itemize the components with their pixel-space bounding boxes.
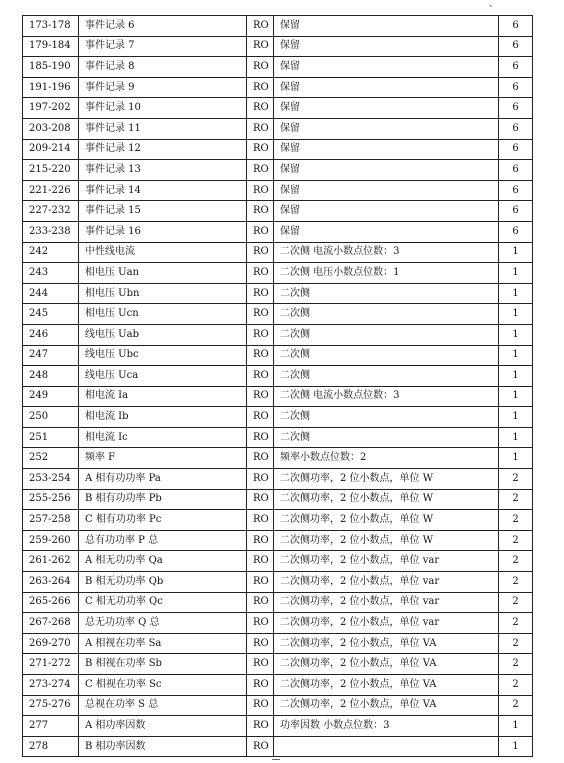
description-cell: 功率因数 小数点位数：3 xyxy=(274,716,499,737)
table-row xyxy=(23,77,533,98)
parameter-name-cell: 线电压 Uab xyxy=(79,324,247,345)
parameter-name-cell: 线电压 Uca xyxy=(79,366,247,387)
table-row xyxy=(23,16,533,37)
access-mode-cell: RO xyxy=(247,345,274,366)
register-count-cell: 6 xyxy=(499,201,533,222)
parameter-name-cell: A 相功率因数 xyxy=(79,716,247,737)
register-count-cell: 1 xyxy=(499,304,533,325)
register-address-cell: 255-256 xyxy=(23,489,79,510)
register-count-cell: 2 xyxy=(499,469,533,490)
register-address-cell: 263-264 xyxy=(23,572,79,593)
register-count-cell: 1 xyxy=(499,386,533,407)
description-cell: 二次侧 电流小数点位数：3 xyxy=(274,386,499,407)
parameter-name-cell: 事件记录 8 xyxy=(79,57,247,78)
access-mode-cell: RO xyxy=(247,180,274,201)
description-cell: 二次侧 xyxy=(274,366,499,387)
parameter-name-cell: C 相视在功率 Sc xyxy=(79,675,247,696)
register-count-cell: 6 xyxy=(499,36,533,57)
access-mode-cell: RO xyxy=(247,654,274,675)
access-mode-cell: RO xyxy=(247,633,274,654)
register-count-cell: 1 xyxy=(499,263,533,284)
parameter-name-cell: 事件记录 10 xyxy=(79,98,247,119)
register-address-cell: 243 xyxy=(23,263,79,284)
table-row xyxy=(23,530,533,551)
parameter-name-cell: 总视在功率 S 总 xyxy=(79,695,247,716)
register-count-cell: 6 xyxy=(499,16,533,37)
description-cell xyxy=(274,736,499,757)
access-mode-cell: RO xyxy=(247,407,274,428)
access-mode-cell: RO xyxy=(247,98,274,119)
register-address-cell: 245 xyxy=(23,304,79,325)
description-cell: 二次侧功率，2 位小数点，单位 var xyxy=(274,572,499,593)
table-row xyxy=(23,221,533,242)
register-count-cell: 2 xyxy=(499,695,533,716)
table-row xyxy=(23,242,533,263)
register-address-cell: 227-232 xyxy=(23,201,79,222)
register-address-cell: 265-266 xyxy=(23,592,79,613)
parameter-name-cell: B 相功率因数 xyxy=(79,736,247,757)
access-mode-cell: RO xyxy=(247,386,274,407)
access-mode-cell: RO xyxy=(247,16,274,37)
register-count-cell: 2 xyxy=(499,633,533,654)
description-cell: 保留 xyxy=(274,98,499,119)
description-cell: 保留 xyxy=(274,221,499,242)
register-address-cell: 248 xyxy=(23,366,79,387)
description-cell: 保留 xyxy=(274,77,499,98)
access-mode-cell: RO xyxy=(247,551,274,572)
access-mode-cell: RO xyxy=(247,36,274,57)
parameter-name-cell: 事件记录 11 xyxy=(79,118,247,139)
description-cell: 二次侧 电压小数点位数：1 xyxy=(274,263,499,284)
register-address-cell: 252 xyxy=(23,448,79,469)
table-row xyxy=(23,654,533,675)
table-row xyxy=(23,180,533,201)
description-cell: 保留 xyxy=(274,118,499,139)
register-count-cell: 1 xyxy=(499,736,533,757)
parameter-name-cell: 事件记录 15 xyxy=(79,201,247,222)
description-cell: 保留 xyxy=(274,57,499,78)
parameter-name-cell: 事件记录 14 xyxy=(79,180,247,201)
register-address-cell: 179-184 xyxy=(23,36,79,57)
register-address-cell: 247 xyxy=(23,345,79,366)
description-cell: 二次侧 xyxy=(274,324,499,345)
description-cell: 二次侧功率，2 位小数点，单位 VA xyxy=(274,654,499,675)
parameter-name-cell: A 相无功功率 Qa xyxy=(79,551,247,572)
parameter-name-cell: 事件记录 12 xyxy=(79,139,247,160)
parameter-name-cell: 总有功功率 P 总 xyxy=(79,530,247,551)
table-row xyxy=(23,592,533,613)
access-mode-cell: RO xyxy=(247,324,274,345)
parameter-name-cell: 事件记录 16 xyxy=(79,221,247,242)
description-cell: 二次侧功率，2 位小数点，单位 var xyxy=(274,551,499,572)
description-cell: 保留 xyxy=(274,160,499,181)
register-address-cell: 221-226 xyxy=(23,180,79,201)
register-count-cell: 1 xyxy=(499,448,533,469)
access-mode-cell: RO xyxy=(247,77,274,98)
table-row xyxy=(23,118,533,139)
access-mode-cell: RO xyxy=(247,592,274,613)
description-cell: 二次侧功率，2 位小数点，单位 var xyxy=(274,613,499,634)
description-cell: 二次侧功率，2 位小数点，单位 W xyxy=(274,530,499,551)
register-count-cell: 2 xyxy=(499,654,533,675)
register-count-cell: 6 xyxy=(499,98,533,119)
parameter-name-cell: 相电压 Uan xyxy=(79,263,247,284)
register-count-cell: 2 xyxy=(499,613,533,634)
page-bottom-mark xyxy=(272,759,280,760)
description-cell: 二次侧 xyxy=(274,407,499,428)
table-row xyxy=(23,283,533,304)
parameter-name-cell: B 相无功功率 Qb xyxy=(79,572,247,593)
table-row xyxy=(23,139,533,160)
register-count-cell: 1 xyxy=(499,283,533,304)
parameter-name-cell: 相电压 Ucn xyxy=(79,304,247,325)
register-address-cell: 191-196 xyxy=(23,77,79,98)
register-count-cell: 1 xyxy=(499,324,533,345)
access-mode-cell: RO xyxy=(247,57,274,78)
register-address-cell: 233-238 xyxy=(23,221,79,242)
table-row xyxy=(23,736,533,757)
register-address-cell: 259-260 xyxy=(23,530,79,551)
description-cell: 二次侧功率，2 位小数点，单位 W xyxy=(274,489,499,510)
table-row xyxy=(23,716,533,737)
access-mode-cell: RO xyxy=(247,530,274,551)
access-mode-cell: RO xyxy=(247,304,274,325)
parameter-name-cell: A 相有功功率 Pa xyxy=(79,469,247,490)
table-row xyxy=(23,551,533,572)
parameter-name-cell: 相电压 Ubn xyxy=(79,283,247,304)
parameter-name-cell: 事件记录 7 xyxy=(79,36,247,57)
table-row xyxy=(23,366,533,387)
access-mode-cell: RO xyxy=(247,221,274,242)
table-row xyxy=(23,510,533,531)
register-table xyxy=(22,15,533,757)
register-table-body xyxy=(23,16,533,757)
parameter-name-cell: 事件记录 9 xyxy=(79,77,247,98)
description-cell: 二次侧功率，2 位小数点，单位 VA xyxy=(274,675,499,696)
access-mode-cell: RO xyxy=(247,572,274,593)
register-address-cell: 215-220 xyxy=(23,160,79,181)
register-address-cell: 244 xyxy=(23,283,79,304)
description-cell: 保留 xyxy=(274,139,499,160)
register-address-cell: 253-254 xyxy=(23,469,79,490)
register-address-cell: 275-276 xyxy=(23,695,79,716)
access-mode-cell: RO xyxy=(247,510,274,531)
description-cell: 二次侧功率，2 位小数点，单位 var xyxy=(274,592,499,613)
table-row xyxy=(23,57,533,78)
register-address-cell: 273-274 xyxy=(23,675,79,696)
access-mode-cell: RO xyxy=(247,242,274,263)
description-cell: 二次侧 xyxy=(274,427,499,448)
description-cell: 频率小数点位数：2 xyxy=(274,448,499,469)
register-address-cell: 261-262 xyxy=(23,551,79,572)
register-address-cell: 267-268 xyxy=(23,613,79,634)
table-row xyxy=(23,407,533,428)
register-count-cell: 6 xyxy=(499,221,533,242)
register-count-cell: 1 xyxy=(499,242,533,263)
table-row xyxy=(23,613,533,634)
register-address-cell: 251 xyxy=(23,427,79,448)
table-row xyxy=(23,633,533,654)
table-row xyxy=(23,263,533,284)
access-mode-cell: RO xyxy=(247,448,274,469)
register-count-cell: 6 xyxy=(499,118,533,139)
register-address-cell: 246 xyxy=(23,324,79,345)
register-address-cell: 173-178 xyxy=(23,16,79,37)
description-cell: 保留 xyxy=(274,36,499,57)
parameter-name-cell: 相电流 Ia xyxy=(79,386,247,407)
description-cell: 保留 xyxy=(274,180,499,201)
description-cell: 二次侧功率，2 位小数点，单位 VA xyxy=(274,633,499,654)
register-count-cell: 2 xyxy=(499,510,533,531)
parameter-name-cell: 中性线电流 xyxy=(79,242,247,263)
register-address-cell: 257-258 xyxy=(23,510,79,531)
parameter-name-cell: B 相视在功率 Sb xyxy=(79,654,247,675)
register-address-cell: 242 xyxy=(23,242,79,263)
register-count-cell: 2 xyxy=(499,572,533,593)
register-address-cell: 249 xyxy=(23,386,79,407)
description-cell: 保留 xyxy=(274,16,499,37)
access-mode-cell: RO xyxy=(247,283,274,304)
register-address-cell: 278 xyxy=(23,736,79,757)
register-address-cell: 277 xyxy=(23,716,79,737)
register-count-cell: 6 xyxy=(499,57,533,78)
access-mode-cell: RO xyxy=(247,736,274,757)
table-row xyxy=(23,324,533,345)
register-address-cell: 269-270 xyxy=(23,633,79,654)
register-address-cell: 250 xyxy=(23,407,79,428)
parameter-name-cell: 事件记录 6 xyxy=(79,16,247,37)
register-count-cell: 1 xyxy=(499,427,533,448)
parameter-name-cell: B 相有功功率 Pb xyxy=(79,489,247,510)
parameter-name-cell: 频率 F xyxy=(79,448,247,469)
description-cell: 二次侧 xyxy=(274,304,499,325)
description-cell: 二次侧功率，2 位小数点，单位 W xyxy=(274,469,499,490)
register-count-cell: 1 xyxy=(499,366,533,387)
table-row xyxy=(23,695,533,716)
table-row xyxy=(23,98,533,119)
table-row xyxy=(23,304,533,325)
table-row xyxy=(23,469,533,490)
register-count-cell: 6 xyxy=(499,77,533,98)
access-mode-cell: RO xyxy=(247,469,274,490)
description-cell: 保留 xyxy=(274,201,499,222)
table-row xyxy=(23,572,533,593)
table-row xyxy=(23,489,533,510)
register-count-cell: 2 xyxy=(499,675,533,696)
table-row xyxy=(23,345,533,366)
table-row xyxy=(23,36,533,57)
table-row xyxy=(23,427,533,448)
table-row xyxy=(23,201,533,222)
description-cell: 二次侧功率，2 位小数点，单位 VA xyxy=(274,695,499,716)
table-row xyxy=(23,160,533,181)
table-row xyxy=(23,448,533,469)
register-count-cell: 6 xyxy=(499,139,533,160)
table-row xyxy=(23,386,533,407)
parameter-name-cell: 相电流 Ic xyxy=(79,427,247,448)
access-mode-cell: RO xyxy=(247,675,274,696)
description-cell: 二次侧 电流小数点位数：3 xyxy=(274,242,499,263)
register-count-cell: 1 xyxy=(499,345,533,366)
access-mode-cell: RO xyxy=(247,139,274,160)
register-count-cell: 2 xyxy=(499,551,533,572)
register-count-cell: 2 xyxy=(499,489,533,510)
register-count-cell: 1 xyxy=(499,716,533,737)
register-address-cell: 197-202 xyxy=(23,98,79,119)
register-count-cell: 2 xyxy=(499,592,533,613)
parameter-name-cell: C 相无功功率 Qc xyxy=(79,592,247,613)
parameter-name-cell: 总无功功率 Q 总 xyxy=(79,613,247,634)
parameter-name-cell: C 相有功功率 Pc xyxy=(79,510,247,531)
parameter-name-cell: 相电流 Ib xyxy=(79,407,247,428)
access-mode-cell: RO xyxy=(247,716,274,737)
access-mode-cell: RO xyxy=(247,366,274,387)
description-cell: 二次侧 xyxy=(274,345,499,366)
register-address-cell: 185-190 xyxy=(23,57,79,78)
table-row xyxy=(23,675,533,696)
access-mode-cell: RO xyxy=(247,263,274,284)
access-mode-cell: RO xyxy=(247,489,274,510)
access-mode-cell: RO xyxy=(247,613,274,634)
register-address-cell: 203-208 xyxy=(23,118,79,139)
parameter-name-cell: 事件记录 13 xyxy=(79,160,247,181)
register-count-cell: 1 xyxy=(499,407,533,428)
access-mode-cell: RO xyxy=(247,160,274,181)
access-mode-cell: RO xyxy=(247,201,274,222)
register-address-cell: 271-272 xyxy=(23,654,79,675)
register-count-cell: 2 xyxy=(499,530,533,551)
register-count-cell: 6 xyxy=(499,160,533,181)
parameter-name-cell: 线电压 Ubc xyxy=(79,345,247,366)
access-mode-cell: RO xyxy=(247,427,274,448)
access-mode-cell: RO xyxy=(247,695,274,716)
description-cell: 二次侧 xyxy=(274,283,499,304)
register-count-cell: 6 xyxy=(499,180,533,201)
corner-mark: 、 xyxy=(489,0,499,9)
description-cell: 二次侧功率，2 位小数点，单位 W xyxy=(274,510,499,531)
parameter-name-cell: A 相视在功率 Sa xyxy=(79,633,247,654)
register-address-cell: 209-214 xyxy=(23,139,79,160)
access-mode-cell: RO xyxy=(247,118,274,139)
